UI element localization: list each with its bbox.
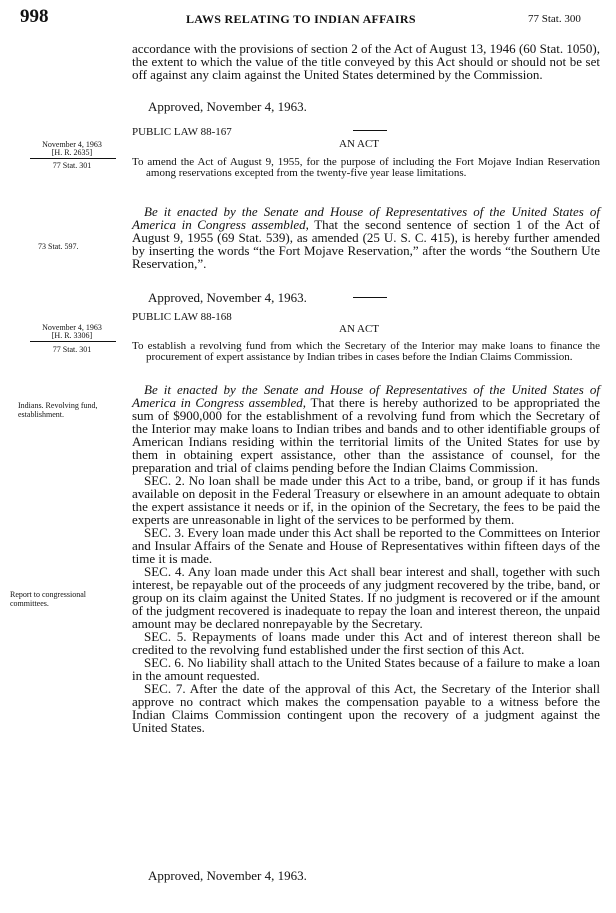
- margin-stat: 77 Stat. 301: [52, 161, 92, 170]
- enacting-clause: Be it enacted by the Senate and House of Representatives of the United States of America in Congress assembled,: [132, 204, 600, 232]
- section-7: SEC. 7. After the date of the approval of this Act, the Secretary of the Interior shall approve no contract which makes the compensation payable to a witness before the Indian Claims Commission contingent upon the recovery of a judgment against the United States.: [132, 681, 600, 735]
- enacting-clause: Be it enacted by the Senate and House of Representatives of the United States of America in Congress assembled,: [132, 382, 600, 410]
- margin-date: November 4, 1963: [42, 140, 102, 149]
- margin-rule: [30, 158, 116, 159]
- margin-note: Report to congressional committees.: [10, 590, 86, 608]
- stat-reference: 77 Stat. 300: [528, 13, 581, 25]
- margin-bill: [H. R. 3306]: [51, 331, 93, 340]
- an-act-heading: AN ACT: [339, 323, 380, 335]
- section-5: SEC. 5. Repayments of loans made under this Act and of interest thereon shall be credited to the revolving fund established under the first section of this Act.: [132, 629, 600, 657]
- margin-reference: 73 Stat. 597.: [38, 242, 79, 251]
- margin-rule: [30, 341, 116, 342]
- purpose-paragraph: [132, 341, 600, 363]
- margin-bill: [H. R. 2635]: [51, 148, 93, 157]
- title-rule: [353, 130, 387, 131]
- section-3: SEC. 3. Every loan made under this Act shall be reported to the Committees on Interior and Insular Affairs of the Senate and House of Representatives within fifteen days of the time it is made.: [132, 525, 600, 566]
- purpose-text: To amend the Act of August 9, 1955, for the purpose of including the Fort Mojave Indian Reservation among reservations excepted from the twenty-five year lease limitations.: [132, 156, 600, 179]
- section-text: That there is hereby authorized to be appropriated the sum of $900,000 for the establishment of a revolving fund from which the Secretary of the Interior may make loans to Indian tribes and bands and to other identifiable groups of American Indians residing within the territorial limits of the United States for use by them in obtaining expert assistance, other than the assistance of counsel, for the preparation and trial of claims pending before the Indian Claims Commission.: [132, 395, 601, 475]
- approval-line: Approved, November 4, 1963.: [148, 868, 307, 883]
- running-head: LAWS RELATING TO INDIAN AFFAIRS: [186, 12, 416, 26]
- continuation-paragraph: [132, 42, 600, 81]
- margin-stat: 77 Stat. 301: [52, 345, 92, 354]
- approval-line: Approved, November 4, 1963.: [148, 290, 307, 305]
- continuation-text: accordance with the provisions of section 2 of the Act of August 13, 1946 (60 Stat. 1050), the extent to which the value of the title conveyed by this Act should or should not be set off against any claim against the United States determined by the Commission.: [132, 41, 600, 82]
- margin-date: November 4, 1963: [42, 323, 102, 332]
- title-rule: [353, 297, 387, 298]
- purpose-paragraph: [132, 157, 600, 179]
- section-4: SEC. 4. Any loan made under this Act shall bear interest and shall, together with such interest, be repayable out of the proceeds of any judgment recovered by the tribe, band, or group on its claim against the United States. If no judgment is recovered or if the amount of the judgment recovered is inadequate to repay the loan and interest thereon, the unpaid amount may be declared nonrepayable by the Secretary.: [132, 564, 600, 631]
- law-title: PUBLIC LAW 88-168: [132, 311, 232, 323]
- purpose-text: To establish a revolving fund from which the Secretary of the Interior may make loans to finance the procurement of expert assistance by Indian tribes in cases before the Indian Claims Commission.: [132, 340, 600, 363]
- enactment-paragraph: [132, 205, 600, 270]
- an-act-heading: AN ACT: [339, 138, 380, 150]
- enactment-paragraph: [132, 383, 600, 734]
- section-text: That the second sentence of section 1 of the Act of August 9, 1955 (69 Stat. 539), as amended (25 U. S. C. 415), is hereby further amended by inserting the words “the Fort Mojave Reservation,” after the words “the Southern Ute Reservation,”.: [132, 217, 601, 271]
- approval-line: Approved, November 4, 1963.: [148, 99, 307, 114]
- section-2: SEC. 2. No loan shall be made under this Act to a tribe, band, or group if it has funds available on deposit in the Federal Treasury or elsewhere in an amount adequate to obtain the expert assistance it needs or if, in the opinion of the Secretary, the fees to be paid the experts are unreasonable in light of the services to be performed by them.: [132, 473, 600, 527]
- section-6: SEC. 6. No liability shall attach to the United States because of a failure to make a loan in the amount requested.: [132, 655, 600, 683]
- page-number: 998: [20, 6, 49, 27]
- margin-note: Indians. Revolving fund, establishment.: [18, 401, 98, 419]
- law-title: PUBLIC LAW 88-167: [132, 126, 232, 138]
